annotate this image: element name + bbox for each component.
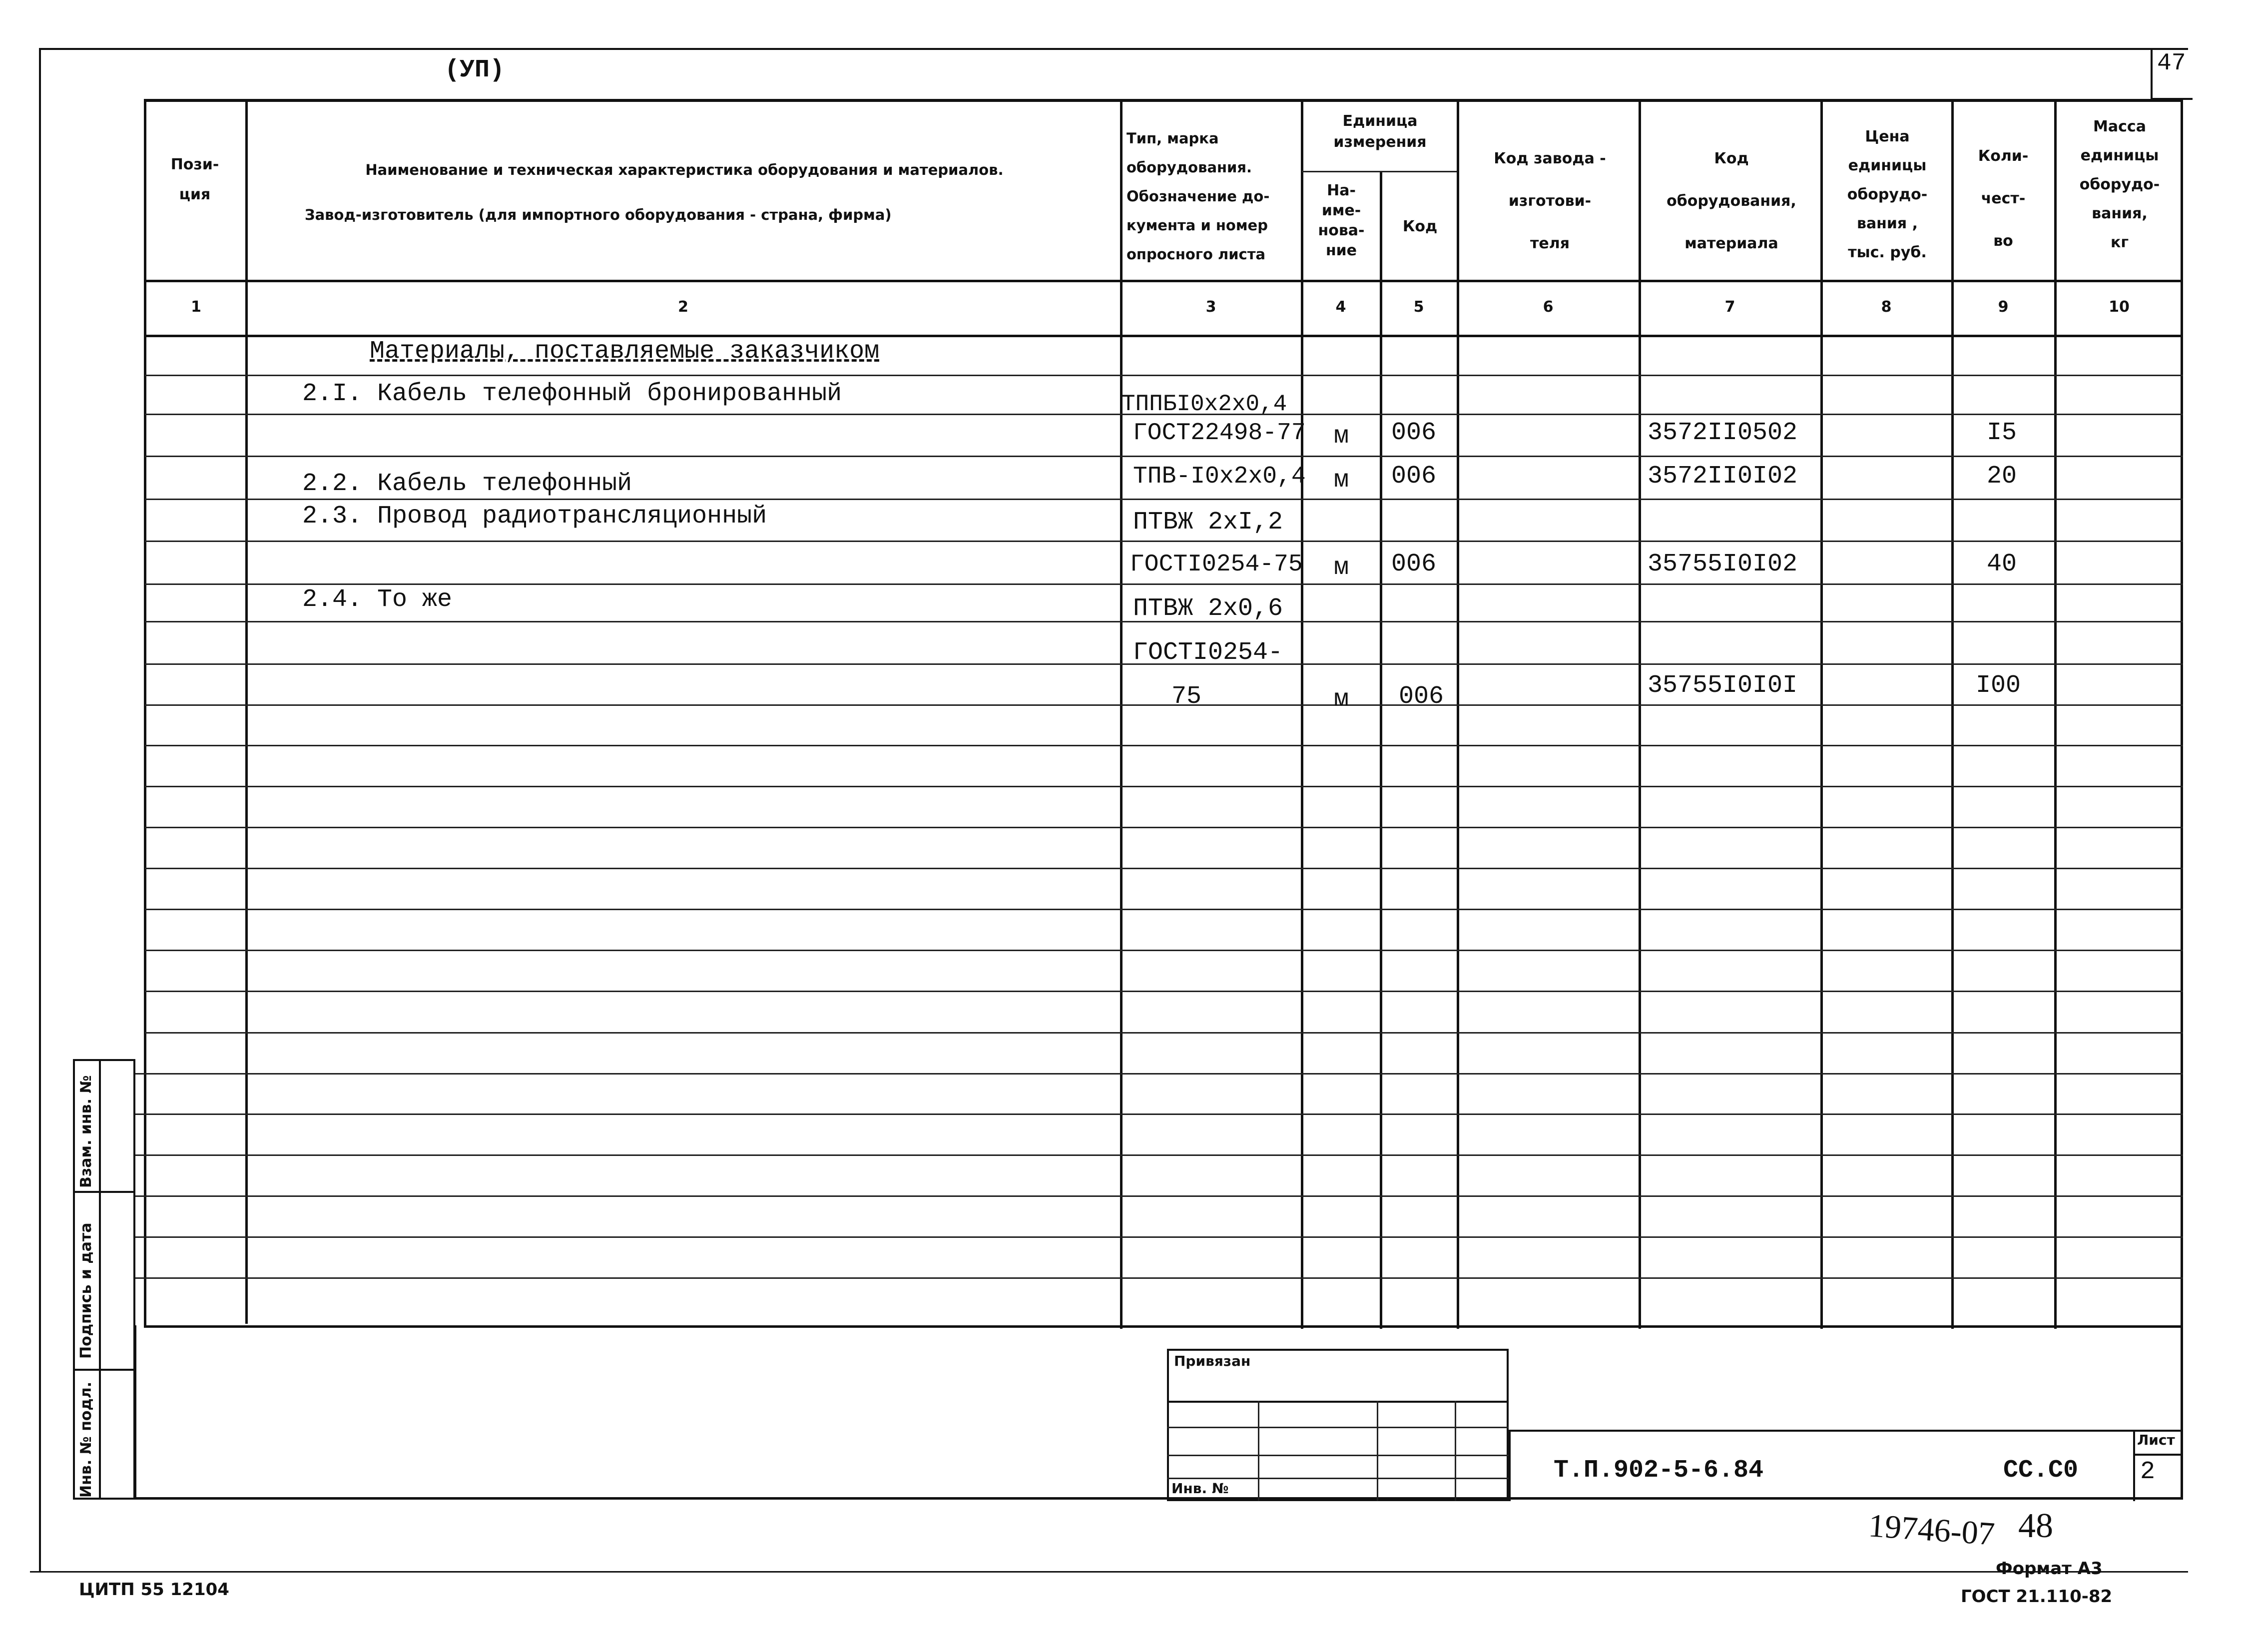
colnum-8: 8	[1881, 298, 1892, 316]
sheet-cell-divider	[2133, 1454, 2183, 1456]
inv-label: Инв. №	[1171, 1480, 1229, 1497]
binding-line-2	[1167, 1427, 1509, 1428]
col-line-1	[245, 100, 248, 1324]
row-line	[145, 1032, 2183, 1034]
col-line-8	[1951, 100, 1954, 1329]
colnum-3: 3	[1205, 298, 1216, 316]
col-line-5	[1457, 100, 1459, 1329]
header-bottom-line	[144, 280, 2183, 282]
binding-vline-1	[1258, 1401, 1259, 1501]
row-line	[135, 1277, 2183, 1279]
handwritten-number: 19746-07	[1867, 1507, 1996, 1553]
handwritten-page: 48	[2018, 1507, 2053, 1545]
row-type-5: ГОСТI0254-75	[1130, 551, 1303, 578]
row-equip-5: 35755I0I02	[1648, 550, 1798, 578]
top-mark: (УП)	[445, 56, 505, 84]
side-stamp-line-1	[73, 1191, 135, 1193]
row-qty-5: 40	[1987, 550, 2017, 578]
row-line	[135, 1113, 2183, 1115]
colnum-6: 6	[1543, 298, 1554, 316]
side-stamp-podpis: Подпись и дата	[77, 1222, 95, 1359]
header-col8: Цена единицы оборудо- вания , тыс. руб.	[1847, 128, 1928, 261]
row-line	[145, 950, 2183, 951]
row-type-4: ПТВЖ 2хI,2	[1133, 508, 1283, 537]
row-line	[145, 868, 2183, 869]
row-unit-8: м	[1334, 685, 1349, 714]
row-unit-5: м	[1334, 553, 1349, 582]
outer-bottom-border	[30, 1571, 2188, 1573]
row-name-6: 2.4. То же	[302, 585, 453, 614]
format-label: Формат А3	[1996, 1559, 2103, 1579]
header-col10: Масса единицы оборудо- вания, кг	[2079, 118, 2160, 251]
row-line	[145, 541, 2183, 542]
outer-left-border	[39, 48, 41, 1572]
row-line	[145, 499, 2183, 500]
colnum-7: 7	[1724, 298, 1735, 316]
colnum-5: 5	[1413, 298, 1424, 316]
row-code-5: 006	[1391, 550, 1437, 578]
row-type-1: ТППБI0х2х0,4	[1121, 391, 1287, 417]
row-name-3: 2.2. Кабель телефонный	[302, 470, 632, 498]
binding-vline-2	[1377, 1401, 1378, 1501]
binding-line-4	[1167, 1478, 1509, 1479]
row-equip-8: 35755I0I0I	[1648, 671, 1798, 700]
binding-line-3	[1167, 1455, 1509, 1456]
row-line	[145, 827, 2183, 828]
row-equip-2: 3572II0502	[1648, 419, 1798, 447]
row-line	[145, 704, 2183, 706]
side-stamp-line-2	[73, 1369, 135, 1371]
doc-code: Т.П.902-5-6.84	[1554, 1456, 1764, 1485]
col-line-9	[2054, 100, 2057, 1329]
row-qty-2: I5	[1987, 419, 2017, 447]
row-line	[145, 583, 2183, 585]
row-line	[145, 745, 2183, 746]
header-col6: Код завода - изготови- теля	[1494, 150, 1606, 252]
header-col3: Тип, марка оборудования. Обозначение до- кумента и номер опросного листа	[1126, 130, 1270, 263]
row-type-6: ПТВЖ 2х0,6	[1133, 594, 1283, 623]
row-type-2: ГОСТ22498-77	[1133, 420, 1306, 447]
row-line	[145, 375, 2183, 376]
row-name-4: 2.3. Провод радиотрансляционный	[302, 502, 767, 531]
gost-label: ГОСТ 21.110-82	[1961, 1587, 2113, 1607]
header-col5: Код	[1402, 218, 1438, 235]
row-type-7: ГОСТI0254-	[1133, 638, 1283, 667]
binding-label: Привязан	[1174, 1353, 1251, 1369]
row-code-8: 006	[1399, 682, 1444, 711]
header-col2: Наименование и техническая характеристика оборудования и материалов. Завод-изготовитель (для импортного оборудования - страна, фирма)	[305, 161, 1004, 223]
colnum-2: 2	[678, 298, 688, 316]
row-unit-2: м	[1334, 422, 1349, 451]
row-qty-8: I00	[1976, 671, 2021, 700]
col-line-2	[1120, 100, 1122, 1329]
side-stamp-vzam: Взам. инв. №	[77, 1075, 95, 1188]
header-col1: Пози- ция	[170, 156, 219, 203]
row-line	[145, 786, 2183, 787]
colnum-1: 1	[191, 298, 201, 316]
outer-top-border	[40, 48, 2188, 50]
row-qty-3: 20	[1987, 462, 2017, 491]
row-line	[135, 1236, 2183, 1238]
row-type-3: ТПВ-I0х2х0,4	[1133, 463, 1306, 490]
colnum-9: 9	[1998, 298, 2009, 316]
row-code-3: 006	[1391, 462, 1437, 491]
col-line-6	[1639, 100, 1641, 1329]
row-name-1: 2.I. Кабель телефонный бронированный	[302, 380, 842, 408]
colnum-10: 10	[2109, 298, 2130, 316]
binding-line-1	[1167, 1401, 1509, 1403]
doc-mark: СС.С0	[2003, 1456, 2079, 1485]
header-col4: На- име- нова- ние	[1318, 182, 1365, 259]
col-line-3	[1301, 100, 1303, 1329]
printer-label: ЦИТП 55 12104	[79, 1580, 229, 1600]
row-unit-3: м	[1334, 466, 1349, 495]
side-stamp-inv: Инв. № подл.	[77, 1381, 95, 1498]
section-title: Материалы, поставляемые заказчиком	[370, 337, 880, 366]
header-col7: Код оборудования, материала	[1667, 150, 1796, 252]
sheet-label: Лист	[2137, 1432, 2175, 1448]
header-unit: Единица измерения	[1333, 112, 1427, 151]
spec-table-frame	[144, 99, 2183, 1328]
header-col9: Коли- чест- во	[1978, 147, 2029, 250]
row-line	[135, 1073, 2183, 1075]
binding-vline-3	[1455, 1401, 1456, 1501]
row-line	[145, 909, 2183, 910]
row-line	[135, 1195, 2183, 1197]
row-equip-3: 3572II0I02	[1648, 462, 1798, 491]
page-number: 47	[2157, 50, 2186, 77]
row-line	[135, 1154, 2183, 1156]
sheet-number: 2	[2140, 1458, 2156, 1486]
colnum-4: 4	[1335, 298, 1346, 316]
side-stamp-divider	[99, 1059, 101, 1500]
col-line-7	[1820, 100, 1823, 1329]
unit-header-divider	[1302, 171, 1457, 172]
row-code-2: 006	[1391, 419, 1437, 447]
row-line	[145, 456, 2183, 457]
row-type-8: 75	[1171, 682, 1202, 711]
row-line	[145, 991, 2183, 992]
